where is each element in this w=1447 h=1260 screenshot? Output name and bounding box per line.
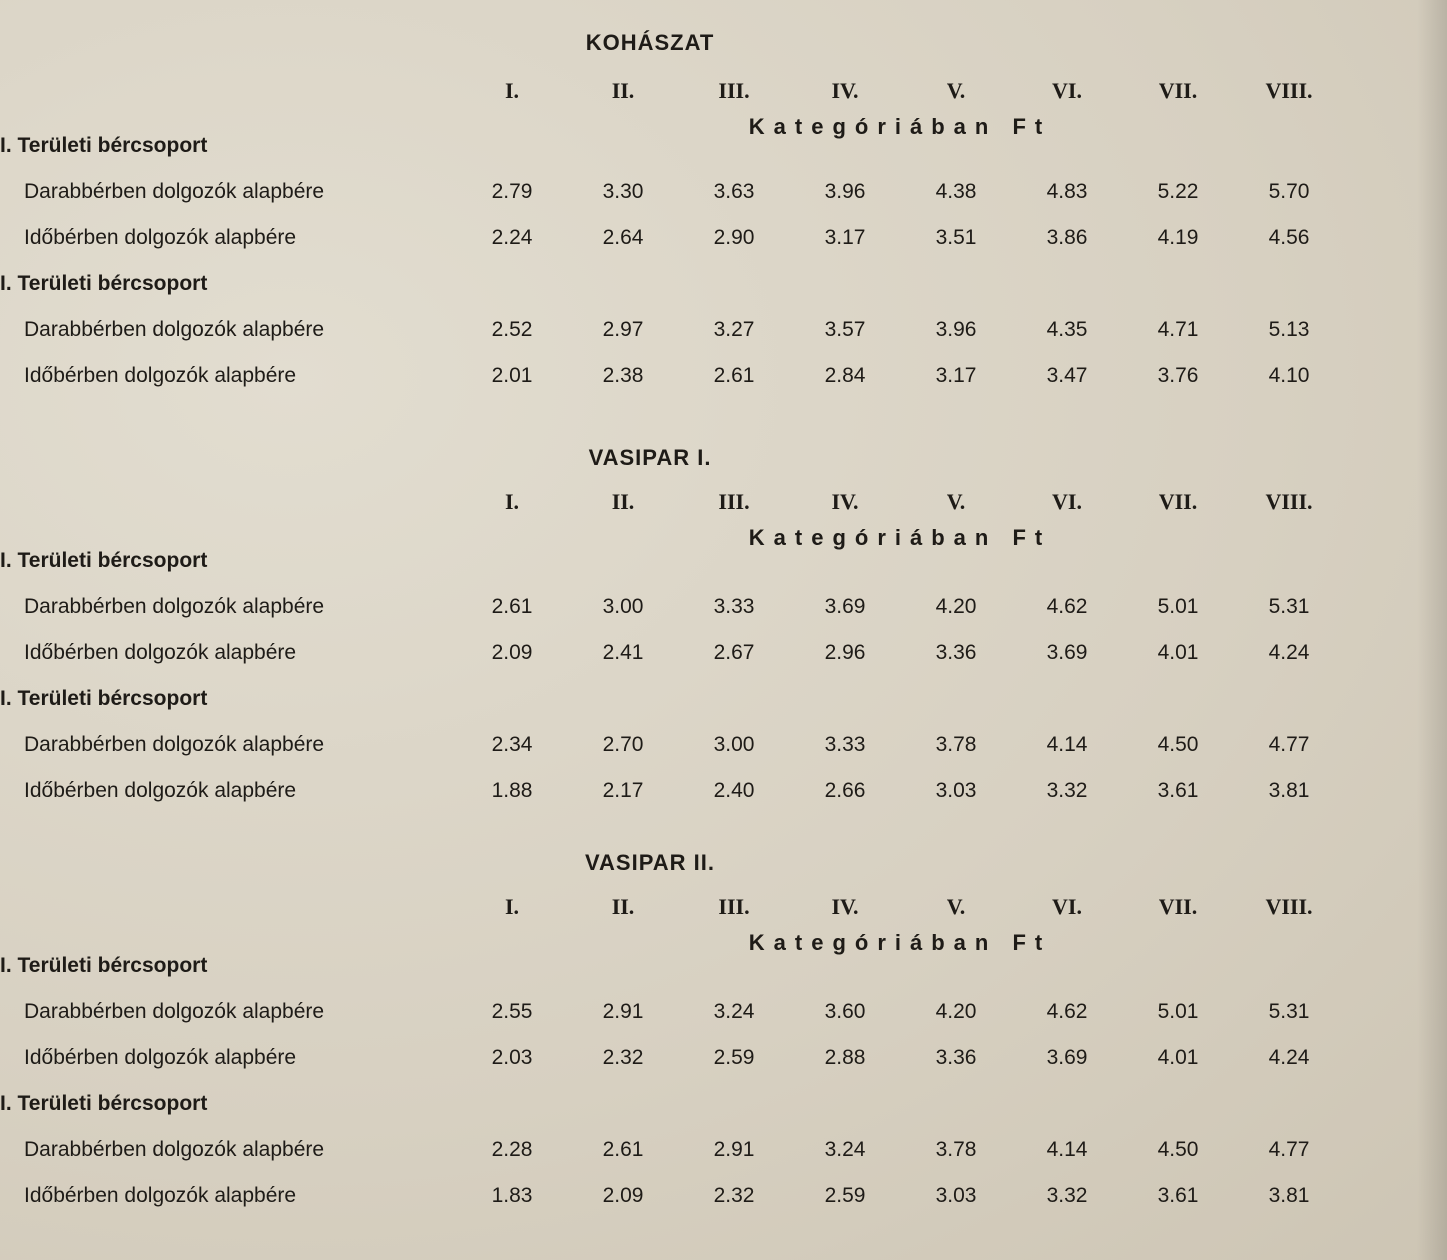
value-cell: 3.57	[824, 318, 866, 341]
value-cell: 3.17	[824, 226, 866, 249]
value-cell: 4.14	[1046, 1138, 1088, 1161]
table-section	[0, 850, 1447, 1250]
group-label: I. Területi bércsoport	[0, 1092, 208, 1115]
value-cell: 3.00	[602, 595, 644, 618]
row-label: Időbérben dolgozók alapbére	[24, 779, 297, 802]
value-cell: 4.83	[1046, 180, 1088, 203]
value-cell: 3.81	[1268, 1184, 1310, 1207]
value-cell: 4.24	[1268, 1046, 1310, 1069]
value-cell: 2.01	[491, 364, 533, 387]
value-cell: 3.27	[713, 318, 755, 341]
row-label: Időbérben dolgozók alapbére	[24, 641, 297, 664]
unit-caption: Kategóriában Ft	[748, 114, 1052, 139]
value-cell: 3.17	[935, 364, 977, 387]
value-cell: 2.84	[824, 364, 866, 387]
unit-caption: Kategóriában Ft	[748, 525, 1052, 550]
value-cell: 3.61	[1157, 1184, 1199, 1207]
value-cell: 2.41	[602, 641, 644, 664]
value-cell: 2.96	[824, 641, 866, 664]
value-cell: 2.91	[713, 1138, 755, 1161]
section-title: KOHÁSZAT	[585, 30, 715, 55]
value-cell: 2.55	[491, 1000, 533, 1023]
group-label: I. Területi bércsoport	[0, 954, 208, 977]
value-cell: 3.32	[1046, 779, 1088, 802]
category-header: V.	[946, 78, 966, 103]
value-cell: 3.03	[935, 1184, 977, 1207]
value-cell: 2.28	[491, 1138, 533, 1161]
value-cell: 4.62	[1046, 595, 1088, 618]
value-cell: 2.59	[713, 1046, 755, 1069]
category-header: VIII.	[1265, 78, 1313, 103]
value-cell: 2.09	[602, 1184, 644, 1207]
category-header: VII.	[1158, 78, 1198, 103]
value-cell: 3.69	[824, 595, 866, 618]
category-header: IV.	[831, 894, 859, 919]
value-cell: 4.38	[935, 180, 977, 203]
value-cell: 3.33	[824, 733, 866, 756]
value-cell: 5.70	[1268, 180, 1310, 203]
row-label: Időbérben dolgozók alapbére	[24, 364, 297, 387]
value-cell: 5.31	[1268, 1000, 1310, 1023]
category-header: III.	[718, 78, 750, 103]
value-cell: 3.76	[1157, 364, 1199, 387]
row-label: Darabbérben dolgozók alapbére	[24, 595, 325, 618]
value-cell: 2.88	[824, 1046, 866, 1069]
value-cell: 4.62	[1046, 1000, 1088, 1023]
value-cell: 5.31	[1268, 595, 1310, 618]
value-cell: 1.83	[491, 1184, 533, 1207]
value-cell: 4.71	[1157, 318, 1199, 341]
value-cell: 2.61	[713, 364, 755, 387]
value-cell: 4.19	[1157, 226, 1199, 249]
value-cell: 2.90	[713, 226, 755, 249]
category-header: VII.	[1158, 489, 1198, 514]
value-cell: 4.77	[1268, 733, 1310, 756]
value-cell: 3.69	[1046, 641, 1088, 664]
value-cell: 2.66	[824, 779, 866, 802]
value-cell: 4.20	[935, 595, 977, 618]
value-cell: 2.40	[713, 779, 755, 802]
category-header: II.	[611, 894, 635, 919]
category-header: V.	[946, 894, 966, 919]
value-cell: 3.63	[713, 180, 755, 203]
value-cell: 2.34	[491, 733, 533, 756]
row-label: Időbérben dolgozók alapbére	[24, 1184, 297, 1207]
value-cell: 3.00	[713, 733, 755, 756]
value-cell: 2.32	[602, 1046, 644, 1069]
group-label: I. Területi bércsoport	[0, 272, 208, 295]
table-section	[0, 445, 1447, 845]
category-header: I.	[504, 78, 520, 103]
value-cell: 3.24	[713, 1000, 755, 1023]
value-cell: 5.13	[1268, 318, 1310, 341]
value-cell: 2.03	[491, 1046, 533, 1069]
value-cell: 3.24	[824, 1138, 866, 1161]
value-cell: 4.56	[1268, 226, 1310, 249]
value-cell: 2.17	[602, 779, 644, 802]
value-cell: 3.61	[1157, 779, 1199, 802]
value-cell: 3.78	[935, 1138, 977, 1161]
value-cell: 4.01	[1157, 641, 1199, 664]
value-cell: 3.86	[1046, 226, 1088, 249]
category-header: III.	[718, 894, 750, 919]
category-header: IV.	[831, 489, 859, 514]
section-title: VASIPAR I.	[588, 445, 712, 470]
value-cell: 5.01	[1157, 1000, 1199, 1023]
value-cell: 2.61	[491, 595, 533, 618]
value-cell: 4.14	[1046, 733, 1088, 756]
category-header: VII.	[1158, 894, 1198, 919]
value-cell: 3.60	[824, 1000, 866, 1023]
category-header: VIII.	[1265, 489, 1313, 514]
value-cell: 2.70	[602, 733, 644, 756]
value-cell: 3.96	[824, 180, 866, 203]
value-cell: 4.10	[1268, 364, 1310, 387]
value-cell: 4.01	[1157, 1046, 1199, 1069]
category-header: I.	[504, 489, 520, 514]
row-label: Darabbérben dolgozók alapbére	[24, 733, 325, 756]
category-header: VI.	[1052, 894, 1082, 919]
value-cell: 4.50	[1157, 733, 1199, 756]
value-cell: 2.52	[491, 318, 533, 341]
value-cell: 1.88	[491, 779, 533, 802]
value-cell: 3.78	[935, 733, 977, 756]
value-cell: 3.03	[935, 779, 977, 802]
category-header: VIII.	[1265, 894, 1313, 919]
category-header: VI.	[1052, 489, 1082, 514]
group-label: I. Területi bércsoport	[0, 134, 208, 157]
category-header: II.	[611, 489, 635, 514]
table-section	[0, 30, 1447, 430]
value-cell: 4.35	[1046, 318, 1088, 341]
row-label: Darabbérben dolgozók alapbére	[24, 1138, 325, 1161]
value-cell: 3.36	[935, 641, 977, 664]
value-cell: 2.64	[602, 226, 644, 249]
value-cell: 3.96	[935, 318, 977, 341]
row-label: Darabbérben dolgozók alapbére	[24, 318, 325, 341]
value-cell: 5.01	[1157, 595, 1199, 618]
group-label: I. Területi bércsoport	[0, 549, 208, 572]
category-header: VI.	[1052, 78, 1082, 103]
value-cell: 5.22	[1157, 180, 1199, 203]
value-cell: 2.79	[491, 180, 533, 203]
value-cell: 2.24	[491, 226, 533, 249]
section-title: VASIPAR II.	[585, 850, 715, 875]
value-cell: 2.38	[602, 364, 644, 387]
category-header: I.	[504, 894, 520, 919]
row-label: Időbérben dolgozók alapbére	[24, 226, 297, 249]
value-cell: 2.59	[824, 1184, 866, 1207]
unit-caption: Kategóriában Ft	[748, 930, 1052, 955]
value-cell: 3.30	[602, 180, 644, 203]
value-cell: 3.51	[935, 226, 977, 249]
value-cell: 2.61	[602, 1138, 644, 1161]
category-header: IV.	[831, 78, 859, 103]
value-cell: 3.36	[935, 1046, 977, 1069]
group-label: I. Területi bércsoport	[0, 687, 208, 710]
value-cell: 3.81	[1268, 779, 1310, 802]
value-cell: 2.91	[602, 1000, 644, 1023]
value-cell: 4.50	[1157, 1138, 1199, 1161]
value-cell: 3.69	[1046, 1046, 1088, 1069]
value-cell: 2.97	[602, 318, 644, 341]
row-label: Időbérben dolgozók alapbére	[24, 1046, 297, 1069]
row-label: Darabbérben dolgozók alapbére	[24, 1000, 325, 1023]
value-cell: 3.32	[1046, 1184, 1088, 1207]
value-cell: 2.67	[713, 641, 755, 664]
value-cell: 3.33	[713, 595, 755, 618]
value-cell: 2.09	[491, 641, 533, 664]
row-label: Darabbérben dolgozók alapbére	[24, 180, 325, 203]
value-cell: 4.20	[935, 1000, 977, 1023]
value-cell: 3.47	[1046, 364, 1088, 387]
category-header: II.	[611, 78, 635, 103]
value-cell: 2.32	[713, 1184, 755, 1207]
value-cell: 4.24	[1268, 641, 1310, 664]
value-cell: 4.77	[1268, 1138, 1310, 1161]
category-header: III.	[718, 489, 750, 514]
category-header: V.	[946, 489, 966, 514]
